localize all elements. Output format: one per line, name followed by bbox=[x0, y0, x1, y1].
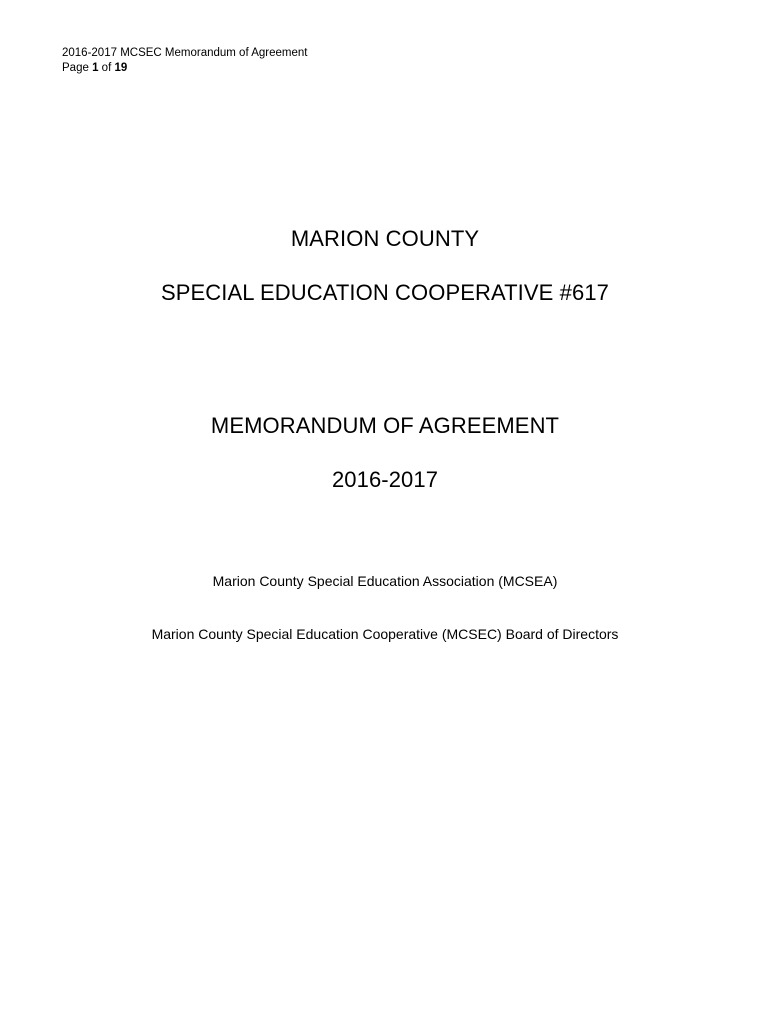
party-1: Marion County Special Education Association (MCSEA) bbox=[212, 573, 558, 589]
page-header bbox=[62, 46, 307, 76]
page-word: Page bbox=[62, 62, 89, 74]
title-line-2: SPECIAL EDUCATION COOPERATIVE #617 bbox=[160, 280, 609, 305]
page-total: 19 bbox=[114, 62, 128, 74]
page-current: 1 bbox=[92, 62, 99, 74]
header-doc-title: 2016-2017 MCSEC Memorandum of Agreement bbox=[62, 47, 308, 59]
title-line-3: MEMORANDUM OF AGREEMENT bbox=[210, 413, 560, 438]
party-2: Marion County Special Education Cooperative (MCSEC) Board of Directors bbox=[151, 626, 619, 642]
page-number bbox=[62, 61, 307, 76]
title-line-1: MARION COUNTY bbox=[290, 226, 480, 251]
title-line-4: 2016-2017 bbox=[331, 467, 439, 492]
page-of: of bbox=[101, 62, 112, 74]
